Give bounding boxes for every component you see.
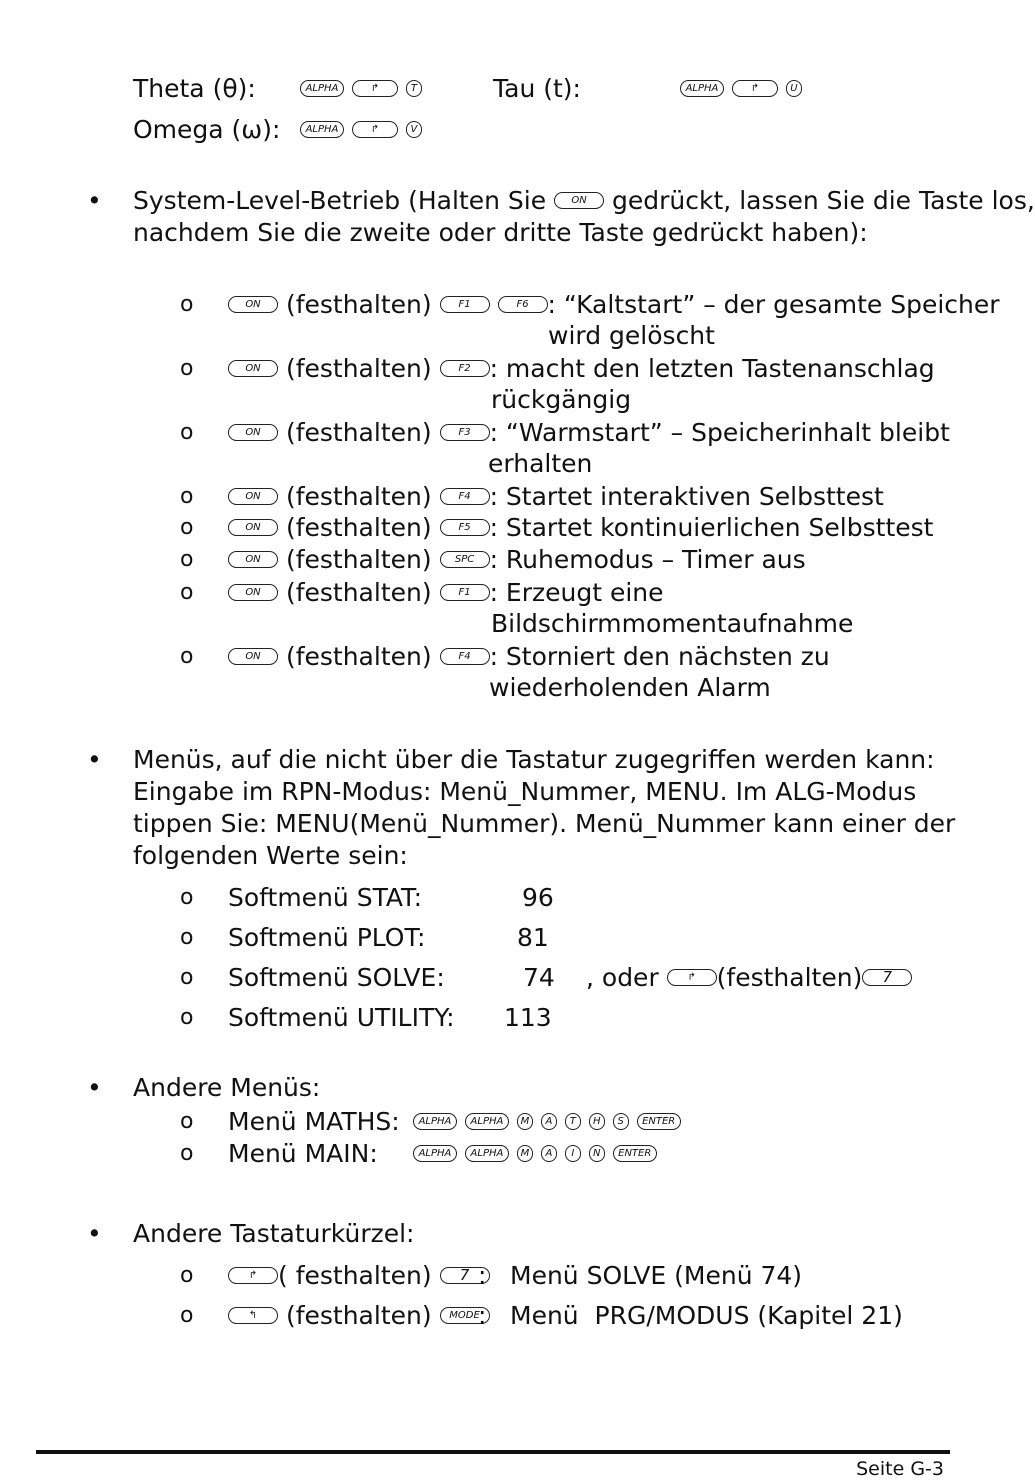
theta-keys bbox=[300, 74, 422, 104]
system-item-8 bbox=[228, 642, 830, 672]
on-key: ON bbox=[228, 360, 278, 377]
on-key: ON bbox=[228, 519, 278, 536]
list-marker: o bbox=[180, 1303, 194, 1328]
f4-key: F4 bbox=[440, 648, 490, 665]
other-menus-title: Andere Menüs: bbox=[133, 1073, 321, 1102]
list-marker: o bbox=[180, 965, 194, 990]
system-item-3-cont: erhalten bbox=[488, 449, 593, 478]
tau-keys bbox=[680, 74, 802, 104]
list-marker: o bbox=[180, 925, 194, 950]
f2-key: F2 bbox=[440, 360, 490, 377]
enter-key: ENTER bbox=[613, 1145, 657, 1162]
footer-rule bbox=[36, 1450, 950, 1454]
shortcut-2-keys bbox=[228, 1301, 490, 1331]
menu-item-value: 96 bbox=[522, 883, 554, 912]
theta-line bbox=[133, 74, 256, 104]
system-intro-line1 bbox=[133, 186, 1035, 216]
alpha-key: ALPHA bbox=[680, 80, 724, 97]
shortcut-colon: : bbox=[478, 1301, 487, 1330]
right-shift-key: ↱ bbox=[732, 80, 778, 97]
s-key: S bbox=[613, 1113, 629, 1130]
on-key: ON bbox=[228, 584, 278, 601]
alpha-key: ALPHA bbox=[413, 1113, 457, 1130]
system-intro-text1: System-Level-Betrieb (Halten Sie bbox=[133, 186, 547, 215]
alpha-key: ALPHA bbox=[465, 1113, 509, 1130]
tau-label: Tau (t): bbox=[493, 74, 581, 103]
left-shift-key: ↰ bbox=[228, 1307, 278, 1324]
maths-label: Menü MATHS: bbox=[228, 1107, 400, 1136]
hold-text: (festhalten) bbox=[285, 578, 432, 607]
tau-letter-key: U bbox=[786, 80, 802, 97]
shortcut-2-desc: Menü PRG/MODUS (Kapitel 21) bbox=[510, 1301, 903, 1330]
on-key: ON bbox=[554, 192, 604, 209]
maths-keys bbox=[413, 1107, 681, 1137]
hold-text: (festhalten) bbox=[285, 545, 432, 574]
system-item-3 bbox=[228, 418, 950, 448]
menus-p3: tippen Sie: MENU(Menü_Nummer). Menü_Nummer kann einer der bbox=[133, 809, 956, 838]
spc-key: SPC bbox=[440, 551, 490, 568]
menu-item-label: Softmenü PLOT: bbox=[228, 923, 426, 952]
alpha-key: ALPHA bbox=[413, 1145, 457, 1162]
bullet: • bbox=[87, 745, 102, 774]
f3-key: F3 bbox=[440, 424, 490, 441]
n-key: N bbox=[589, 1145, 605, 1162]
system-item-7 bbox=[228, 578, 664, 608]
hold-text: (festhalten) bbox=[285, 418, 432, 447]
alpha-key: ALPHA bbox=[465, 1145, 509, 1162]
i-key: I bbox=[565, 1145, 581, 1162]
right-shift-key: ↱ bbox=[667, 969, 717, 986]
list-marker: o bbox=[180, 484, 194, 509]
h-key: H bbox=[589, 1113, 605, 1130]
hold-text: (festhalten) bbox=[285, 513, 432, 542]
alpha-key: ALPHA bbox=[300, 121, 344, 138]
right-shift-key: ↱ bbox=[352, 121, 398, 138]
theta-letter-key: T bbox=[406, 80, 422, 97]
omega-label: Omega (ω): bbox=[133, 115, 281, 144]
f4-key: F4 bbox=[440, 488, 490, 505]
f1-key: F1 bbox=[440, 584, 490, 601]
hold-text: (festhalten) bbox=[285, 354, 432, 383]
system-item-8-cont: wiederholenden Alarm bbox=[489, 673, 771, 702]
list-marker: o bbox=[180, 580, 194, 605]
item-desc: : Startet kontinuierlichen Selbsttest bbox=[489, 513, 934, 542]
menu-item-label: Softmenü SOLVE: bbox=[228, 963, 445, 992]
omega-letter-key: V bbox=[406, 121, 422, 138]
f6-key: F6 bbox=[498, 296, 548, 313]
list-marker: o bbox=[180, 1109, 194, 1134]
system-item-1-cont: wird gelöscht bbox=[548, 321, 715, 350]
menu-item-value: 74 bbox=[523, 963, 555, 992]
seven-key: 7 bbox=[440, 1267, 490, 1284]
bullet: • bbox=[87, 1073, 102, 1102]
list-marker: o bbox=[180, 292, 194, 317]
hold-text: (festhalten) bbox=[285, 482, 432, 511]
shortcut-colon: : bbox=[478, 1261, 487, 1290]
on-key: ON bbox=[228, 424, 278, 441]
shortcut-1-keys bbox=[228, 1261, 490, 1291]
right-shift-key: ↱ bbox=[228, 1267, 278, 1284]
t-key: T bbox=[565, 1113, 581, 1130]
a-key: A bbox=[541, 1145, 557, 1162]
list-marker: o bbox=[180, 885, 194, 910]
system-item-2 bbox=[228, 354, 935, 384]
on-key: ON bbox=[228, 488, 278, 505]
enter-key: ENTER bbox=[637, 1113, 681, 1130]
menu-item-value: 113 bbox=[504, 1003, 552, 1032]
theta-label: Theta (θ): bbox=[133, 74, 256, 103]
m-key: M bbox=[517, 1113, 533, 1130]
menu-item-value: 81 bbox=[517, 923, 549, 952]
f5-key: F5 bbox=[440, 519, 490, 536]
omega-line bbox=[133, 115, 280, 145]
tau-line bbox=[493, 74, 581, 104]
on-key: ON bbox=[228, 296, 278, 313]
system-item-5 bbox=[228, 513, 933, 543]
or-text: , oder bbox=[586, 963, 659, 992]
system-item-4 bbox=[228, 482, 884, 512]
hold-text: (festhalten) bbox=[285, 642, 432, 671]
menu-item-label: Softmenü STAT: bbox=[228, 883, 423, 912]
item-desc: : Erzeugt eine bbox=[489, 578, 664, 607]
list-marker: o bbox=[180, 1005, 194, 1030]
on-key: ON bbox=[228, 648, 278, 665]
f1-key: F1 bbox=[440, 296, 490, 313]
menus-p2: Eingabe im RPN-Modus: Menü_Nummer, MENU. Im ALG-Modus bbox=[133, 777, 917, 806]
main-keys bbox=[413, 1139, 657, 1169]
menus-p1: Menüs, auf die nicht über die Tastatur zugegriffen werden kann: bbox=[133, 745, 935, 774]
bullet: • bbox=[87, 1219, 102, 1248]
seven-key: 7 bbox=[862, 969, 912, 986]
omega-keys bbox=[300, 115, 422, 145]
list-marker: o bbox=[180, 1263, 194, 1288]
main-label: Menü MAIN: bbox=[228, 1139, 378, 1168]
menus-p4: folgenden Werte sein: bbox=[133, 841, 408, 870]
list-marker: o bbox=[180, 356, 194, 381]
hold-text: (festhalten) bbox=[285, 290, 432, 319]
list-marker: o bbox=[180, 644, 194, 669]
system-intro-line2 bbox=[133, 218, 868, 248]
item-desc: : Startet interaktiven Selbsttest bbox=[489, 482, 884, 511]
m-key: M bbox=[517, 1145, 533, 1162]
list-marker: o bbox=[180, 547, 194, 572]
right-shift-key: ↱ bbox=[352, 80, 398, 97]
list-marker: o bbox=[180, 1141, 194, 1166]
hold-text: (festhalten) bbox=[716, 963, 863, 992]
item-desc: : Storniert den nächsten zu bbox=[489, 642, 830, 671]
mode-key: MODE bbox=[440, 1307, 490, 1324]
hold-text: ( festhalten) bbox=[278, 1261, 432, 1290]
a-key: A bbox=[541, 1113, 557, 1130]
system-intro-text2: gedrückt, lassen Sie die Taste los, bbox=[612, 186, 1035, 215]
system-item-1 bbox=[228, 290, 1000, 320]
shortcuts-title: Andere Tastaturkürzel: bbox=[133, 1219, 415, 1248]
system-item-6 bbox=[228, 545, 806, 575]
menu-item-label: Softmenü UTILITY: bbox=[228, 1003, 455, 1032]
alpha-key: ALPHA bbox=[300, 80, 344, 97]
hold-text: (festhalten) bbox=[285, 1301, 432, 1330]
bullet: • bbox=[87, 186, 102, 215]
list-marker: o bbox=[180, 515, 194, 540]
menu-item-extra bbox=[586, 963, 912, 993]
system-item-7-cont: Bildschirmmomentaufnahme bbox=[491, 609, 854, 638]
system-item-2-cont: rückgängig bbox=[491, 385, 632, 414]
list-marker: o bbox=[180, 420, 194, 445]
item-desc: : “Warmstart” – Speicherinhalt bleibt bbox=[489, 418, 950, 447]
on-key: ON bbox=[228, 551, 278, 568]
system-intro-text3: nachdem Sie die zweite oder dritte Taste gedrückt haben): bbox=[133, 218, 868, 247]
shortcut-1-desc: Menü SOLVE (Menü 74) bbox=[510, 1261, 803, 1290]
page-number: Seite G-3 bbox=[856, 1458, 944, 1480]
item-desc: : macht den letzten Tastenanschlag bbox=[489, 354, 935, 383]
item-desc: : “Kaltstart” – der gesamte Speicher bbox=[547, 290, 1000, 319]
item-desc: : Ruhemodus – Timer aus bbox=[489, 545, 806, 574]
